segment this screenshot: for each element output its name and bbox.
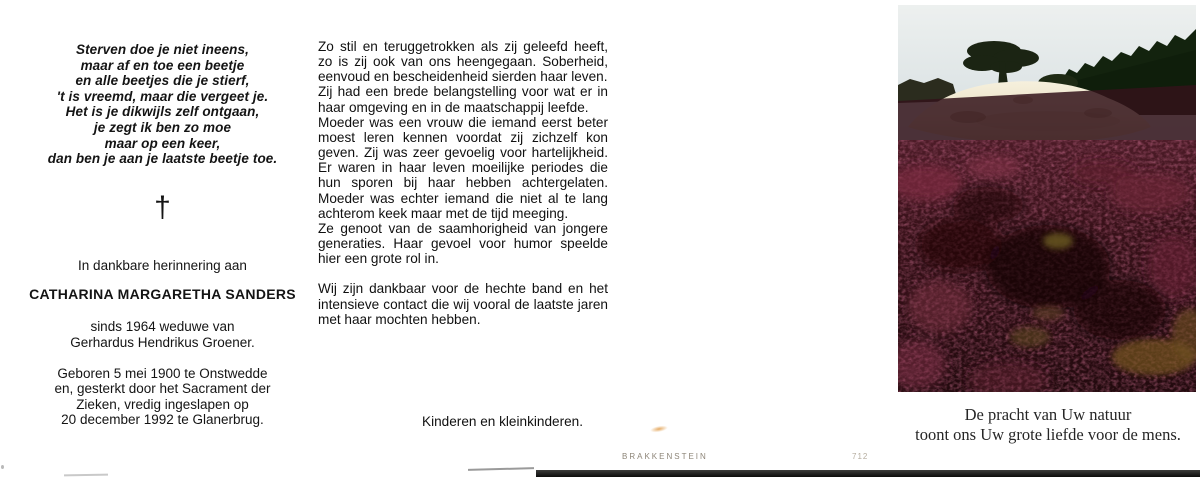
caption-line: toont ons Uw grote liefde voor de mens. (915, 425, 1181, 444)
heathland-photo-art (898, 5, 1196, 392)
poem-line: maar af en toe een beetje (80, 57, 245, 73)
eulogy-paragraph: Moeder was een vrouw die iemand eerst beter moest leren kennen voordat zij zichzelf kon geven. Zij was zeer gevoelig voor hartelijkheid. Er waren in haar leven moeilijke periodes die hun sporen bij haar hebben achtergelaten. Moeder was echter iemand die niet al te lang achterom keek maar met de tijd meeging. (318, 114, 608, 221)
eulogy-paragraph: Zo stil en teruggetrokken als zij geleefd heeft, zo is zij ook van ons heengegaan. Soberheid, eenvoud en bescheidenheid sierden haar leven. (318, 39, 608, 85)
memorial-intro: In dankbare herinnering aan (78, 258, 247, 273)
life-line: 20 december 1992 te Glanerbrug. (61, 411, 264, 427)
life-line: Geboren 5 mei 1900 te Onstwedde (57, 366, 268, 381)
life-line: Zieken, vredig ingeslapen op (76, 396, 249, 412)
cross-icon: † (154, 191, 171, 224)
photo-caption (896, 405, 1200, 445)
poem-line: je zegt ik ben zo moe (93, 119, 232, 135)
eulogy-paragraph: Wij zijn dankbaar voor de hechte band en het intensieve contact die wij vooral de laatste jaren met haar mochten hebben. (318, 281, 608, 327)
left-panel (10, 0, 315, 479)
eulogy-paragraph: Ze genoot van de saamhorigheid van jongere generaties. Haar gevoel voor humor speelde hier een grote rol in. (318, 220, 608, 267)
scan-speck (1, 465, 4, 469)
deceased-name: CATHARINA MARGARETHA SANDERS (29, 286, 296, 302)
eulogy-paragraph: Zij had een brede belangstelling voor wat er in haar omgeving en in de maatschappij leefde. (318, 84, 608, 115)
scan-line (468, 467, 534, 471)
scan-smudge (650, 424, 669, 433)
publisher-label: BRAKKENSTEIN (622, 452, 708, 461)
poem-line: 't is vreemd, maar die vergeet je. (56, 88, 269, 104)
life-line: en, gesterkt door het Sacrament der (54, 381, 271, 397)
widow-info (10, 319, 315, 350)
signature: Kinderen en kleinkinderen. (422, 414, 583, 429)
poem-line: Sterven doe je niet ineens, (75, 42, 249, 57)
bottom-black-bar (536, 470, 1200, 477)
birth-death-info (10, 366, 315, 427)
card-number: 712 (852, 452, 869, 461)
poem-line: Het is je dikwijls zelf ontgaan, (65, 104, 260, 120)
heathland-photo (898, 5, 1196, 392)
widow-line: sinds 1964 weduwe van (90, 319, 235, 334)
poem-line: maar op een keer, (104, 135, 221, 151)
eulogy-panel (318, 39, 608, 327)
poem-line: en alle beetjes die je stierf, (75, 73, 250, 89)
poem-line: dan ben je aan je laatste beetje toe. (47, 151, 278, 167)
widow-line: Gerhardus Hendrikus Groener. (70, 334, 255, 350)
caption-line: De pracht van Uw natuur (964, 405, 1132, 424)
poem (10, 42, 315, 167)
